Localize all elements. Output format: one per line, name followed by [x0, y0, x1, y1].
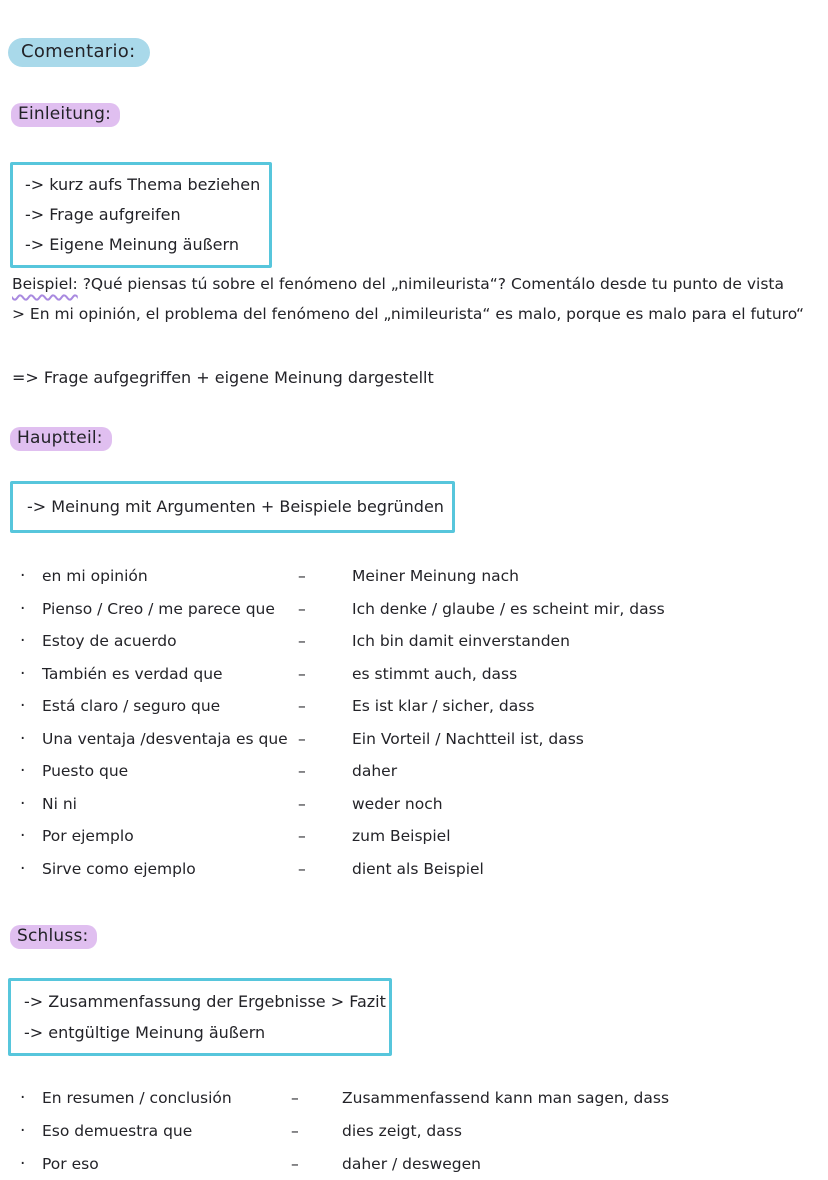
vocab-dash: –	[298, 859, 306, 878]
vocab-es: en mi opinión	[42, 567, 148, 586]
vocab-row	[12, 658, 816, 691]
vocab-es: Pienso / Creo / me parece que	[42, 599, 275, 618]
vocab-es: Ni ni	[42, 794, 77, 813]
vocab-dash: –	[298, 567, 306, 586]
vocab-de: dies zeigt, dass	[342, 1121, 462, 1140]
bullet-icon: ·	[20, 631, 26, 652]
vocab-de: daher	[352, 762, 398, 781]
einleitung-box-item: -> Frage aufgreifen	[25, 205, 181, 224]
vocab-de: dient als Beispiel	[352, 859, 484, 878]
vocab-de: Ich denke / glaube / es scheint mir, dass	[352, 599, 665, 618]
vocab-de: weder noch	[352, 794, 443, 813]
vocab-de: Ich bin damit einverstanden	[352, 632, 570, 651]
vocab-es: Estoy de acuerdo	[42, 632, 177, 651]
beispiel-text: ?Qué piensas tú sobre el fenómeno del „nimileurista“? Comentálo desde tu punto de vista	[77, 275, 784, 293]
vocab-es: Está claro / seguro que	[42, 697, 221, 716]
beispiel-line-1	[12, 269, 784, 299]
vocab-row	[12, 853, 816, 886]
vocab-de: Es ist klar / sicher, dass	[352, 697, 535, 716]
bullet-icon: ·	[20, 663, 26, 684]
vocab-dash: –	[298, 729, 306, 748]
vocab-dash: –	[298, 697, 306, 716]
vocab-row	[12, 820, 816, 853]
bullet-icon: ·	[20, 793, 26, 814]
schluss-vocab-list	[12, 1081, 816, 1180]
bullet-icon: ·	[20, 566, 26, 587]
vocab-es: También es verdad que	[42, 664, 223, 683]
hauptteil-vocab-list	[12, 560, 816, 885]
vocab-es: Eso demuestra que	[42, 1121, 193, 1140]
vocab-es: Por eso	[42, 1154, 99, 1173]
vocab-dash: –	[298, 762, 306, 781]
vocab-row	[12, 1114, 816, 1147]
vocab-dash: –	[298, 664, 306, 683]
beispiel-line-2: > En mi opinión, el problema del fenómeno del „nimileurista“ es malo, porque es malo para el futuro“	[12, 305, 805, 323]
einleitung-box	[10, 162, 272, 268]
einleitung-box-item: -> Eigene Meinung äußern	[25, 235, 239, 254]
vocab-dash: –	[291, 1154, 299, 1173]
hauptteil-box	[10, 481, 455, 533]
vocab-row	[12, 788, 816, 821]
beispiel-label: Beispiel:	[12, 275, 78, 293]
schluss-box-item: -> entgültige Meinung äußern	[24, 1023, 266, 1042]
bullet-icon: ·	[20, 728, 26, 749]
section-label-einleitung: Einleitung:	[11, 103, 120, 127]
vocab-es: Sirve como ejemplo	[42, 859, 196, 878]
vocab-de: Zusammenfassend kann man sagen, dass	[342, 1088, 670, 1107]
bullet-icon: ·	[20, 598, 26, 619]
einleitung-conclusion: => Frage aufgegriffen + eigene Meinung dargestellt	[12, 368, 434, 387]
vocab-es: Una ventaja /desventaja es que	[42, 729, 288, 748]
vocab-dash: –	[291, 1121, 299, 1140]
einleitung-box-item: -> kurz aufs Thema beziehen	[25, 175, 261, 194]
vocab-es: Por ejemplo	[42, 827, 134, 846]
vocab-dash: –	[298, 794, 306, 813]
vocab-dash: –	[298, 827, 306, 846]
vocab-row	[12, 755, 816, 788]
vocab-row	[12, 625, 816, 658]
vocab-de: Ein Vorteil / Nachtteil ist, dass	[352, 729, 584, 748]
page-title: Comentario:	[8, 38, 150, 67]
section-label-hauptteil: Hauptteil:	[10, 427, 112, 451]
vocab-row	[12, 593, 816, 626]
vocab-es: En resumen / conclusión	[42, 1088, 232, 1107]
vocab-row	[12, 723, 816, 756]
vocab-de: es stimmt auch, dass	[352, 664, 518, 683]
hauptteil-box-item: -> Meinung mit Argumenten + Beispiele begründen	[27, 497, 444, 516]
bullet-icon: ·	[20, 1120, 26, 1141]
vocab-dash: –	[298, 599, 306, 618]
schluss-box-item: -> Zusammenfassung der Ergebnisse > Fazit	[24, 992, 386, 1011]
vocab-row	[12, 1081, 816, 1114]
bullet-icon: ·	[20, 826, 26, 847]
vocab-dash: –	[291, 1088, 299, 1107]
bullet-icon: ·	[20, 696, 26, 717]
vocab-de: Meiner Meinung nach	[352, 567, 519, 586]
bullet-icon: ·	[20, 1087, 26, 1108]
vocab-row	[12, 690, 816, 723]
bullet-icon: ·	[20, 1153, 26, 1174]
bullet-icon: ·	[20, 761, 26, 782]
bullet-icon: ·	[20, 858, 26, 879]
vocab-de: zum Beispiel	[352, 827, 451, 846]
vocab-dash: –	[298, 632, 306, 651]
vocab-es: Puesto que	[42, 762, 129, 781]
vocab-row	[12, 560, 816, 593]
section-label-schluss: Schluss:	[10, 925, 97, 949]
vocab-row	[12, 1147, 816, 1180]
vocab-de: daher / deswegen	[342, 1154, 482, 1173]
schluss-box	[8, 978, 392, 1056]
